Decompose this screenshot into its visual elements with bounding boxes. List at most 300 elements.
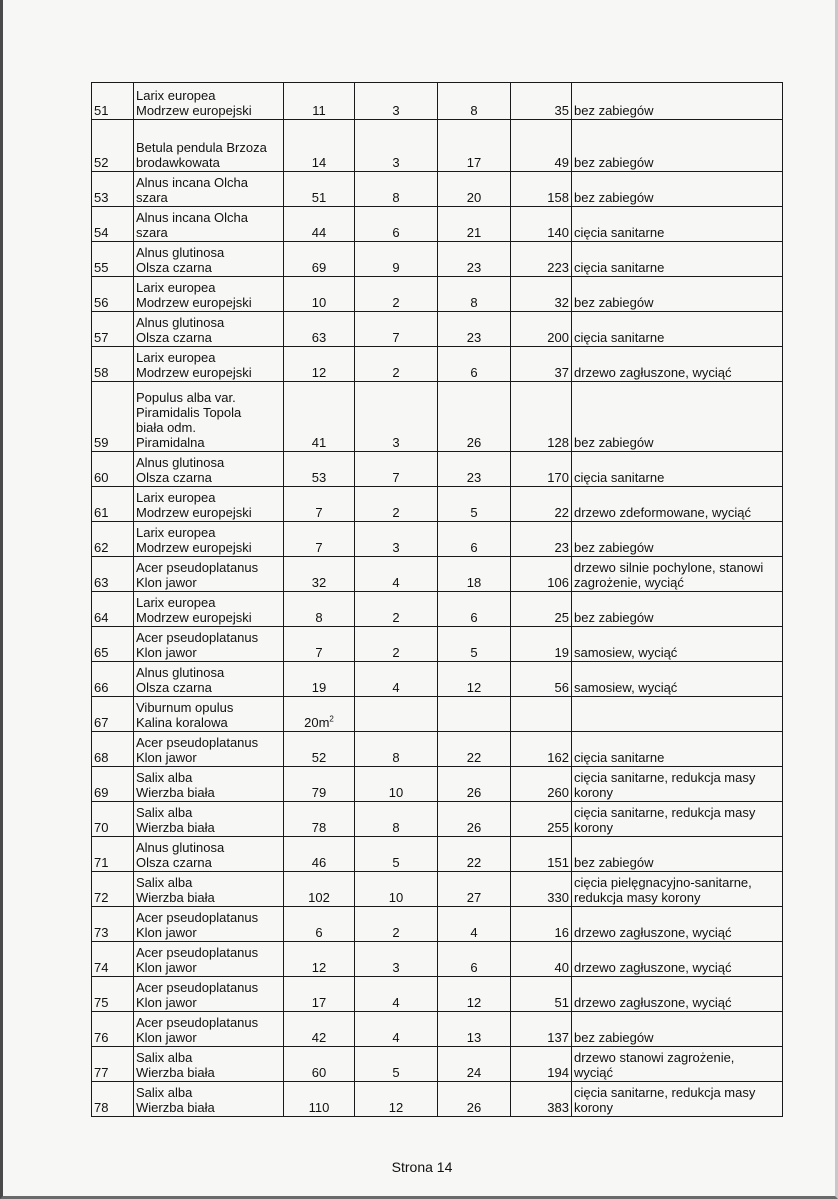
cell-height [355, 207, 438, 242]
cell-tree-number [92, 1082, 134, 1117]
cell-height [355, 312, 438, 347]
cell-trunk-circumference [284, 732, 355, 767]
table-row [92, 977, 783, 1012]
cell-value [511, 837, 572, 872]
cell-value-text: 37 [554, 365, 569, 380]
cell-value [511, 1047, 572, 1082]
cell-value [511, 1082, 572, 1117]
cell-species-name [134, 522, 284, 557]
cell-species-name-text: Acer pseudoplatanus Klon jawor [136, 910, 259, 940]
cell-crown-diameter [438, 837, 511, 872]
cell-value [511, 802, 572, 837]
cell-species-name-text: Larix europea Modrzew europejski [136, 350, 252, 380]
cell-height-text: 3 [392, 960, 400, 975]
cell-recommendation-text: cięcia sanitarne [574, 225, 665, 240]
cell-recommendation [572, 1047, 783, 1082]
cell-recommendation [572, 767, 783, 802]
cell-value [511, 120, 572, 172]
cell-value-text: 158 [547, 190, 569, 205]
cell-recommendation-text: bez zabiegów [574, 190, 654, 205]
cell-tree-number [92, 977, 134, 1012]
cell-trunk-circumference [284, 452, 355, 487]
cell-species-name-text: Salix alba Wierzba biała [136, 770, 215, 800]
cell-height-text: 4 [392, 680, 400, 695]
cell-species-name-text: Larix europea Modrzew europejski [136, 595, 252, 625]
cell-tree-number [92, 942, 134, 977]
cell-trunk-circumference [284, 977, 355, 1012]
cell-crown-diameter [438, 120, 511, 172]
cell-value-text: 16 [554, 925, 569, 940]
cell-recommendation-text: drzewo stanowi zagrożenie, wyciąć [574, 1050, 735, 1080]
cell-value [511, 382, 572, 452]
cell-value-text: 40 [554, 960, 569, 975]
cell-trunk-circumference-text: 20m [304, 715, 330, 730]
cell-recommendation-text: samosiew, wyciąć [574, 680, 678, 695]
cell-crown-diameter [438, 172, 511, 207]
cell-species-name [134, 172, 284, 207]
cell-recommendation [572, 277, 783, 312]
cell-height [355, 452, 438, 487]
cell-species-name-text: Acer pseudoplatanus Klon jawor [136, 945, 259, 975]
cell-crown-diameter [438, 1012, 511, 1047]
table-row [92, 627, 783, 662]
cell-value [511, 942, 572, 977]
cell-value [511, 697, 572, 732]
cell-trunk-circumference-text: 14 [311, 155, 327, 170]
cell-crown-diameter-text: 6 [470, 960, 478, 975]
cell-crown-diameter [438, 1082, 511, 1117]
cell-crown-diameter-text: 22 [466, 855, 482, 870]
table-row [92, 872, 783, 907]
cell-tree-number-text: 54 [94, 225, 109, 240]
cell-recommendation [572, 172, 783, 207]
cell-value [511, 277, 572, 312]
cell-crown-diameter [438, 312, 511, 347]
cell-species-name-text: Acer pseudoplatanus Klon jawor [136, 980, 259, 1010]
cell-trunk-circumference [284, 837, 355, 872]
cell-recommendation-text: bez zabiegów [574, 295, 654, 310]
cell-tree-number [92, 802, 134, 837]
cell-tree-number [92, 837, 134, 872]
cell-species-name [134, 452, 284, 487]
cell-height [355, 172, 438, 207]
cell-trunk-circumference-text: 8 [315, 610, 323, 625]
cell-trunk-circumference-text: 11 [312, 103, 326, 118]
cell-tree-number [92, 347, 134, 382]
cell-tree-number-text: 62 [94, 540, 109, 555]
cell-height-text: 8 [392, 750, 400, 765]
cell-height [355, 557, 438, 592]
table-row [92, 907, 783, 942]
cell-tree-number [92, 697, 134, 732]
cell-crown-diameter-text: 8 [470, 103, 478, 118]
cell-tree-number [92, 907, 134, 942]
cell-trunk-circumference-text: 12 [311, 365, 327, 380]
cell-value-text: 35 [554, 103, 569, 118]
cell-height [355, 942, 438, 977]
cell-crown-diameter-text: 12 [466, 680, 482, 695]
cell-tree-number-text: 61 [94, 505, 109, 520]
cell-height [355, 977, 438, 1012]
table-row [92, 1012, 783, 1047]
table-row [92, 802, 783, 837]
cell-species-name [134, 907, 284, 942]
cell-species-name [134, 242, 284, 277]
cell-height-text: 5 [392, 1065, 400, 1080]
cell-tree-number-text: 53 [94, 190, 109, 205]
cell-crown-diameter-text: 6 [470, 610, 478, 625]
cell-trunk-circumference-text: 7 [315, 540, 323, 555]
cell-height-text: 7 [392, 470, 400, 485]
cell-tree-number [92, 277, 134, 312]
cell-recommendation-text: cięcia sanitarne [574, 750, 665, 765]
cell-height-text: 3 [392, 540, 400, 555]
cell-crown-diameter [438, 242, 511, 277]
cell-crown-diameter-text: 4 [470, 925, 478, 940]
cell-recommendation [572, 732, 783, 767]
cell-recommendation-text: drzewo zdeformowane, wyciąć [574, 505, 752, 520]
cell-recommendation-text: cięcia sanitarne, redukcja masy korony [574, 805, 756, 835]
tree-inventory-table [91, 82, 783, 1117]
cell-tree-number-text: 66 [94, 680, 109, 695]
cell-crown-diameter [438, 207, 511, 242]
cell-species-name-text: Viburnum opulus Kalina koralowa [136, 700, 234, 730]
cell-trunk-circumference [284, 907, 355, 942]
cell-value-text: 200 [547, 330, 569, 345]
cell-trunk-circumference-text: 19 [311, 680, 327, 695]
cell-trunk-circumference-text: 42 [311, 1030, 327, 1045]
page-number: Strona 14 [391, 1159, 453, 1175]
cell-tree-number-text: 71 [94, 855, 109, 870]
cell-value-text: 128 [547, 435, 569, 450]
cell-height-text: 3 [392, 103, 400, 118]
cell-crown-diameter-text: 27 [466, 890, 482, 905]
cell-tree-number [92, 1047, 134, 1082]
cell-crown-diameter-text: 21 [466, 225, 482, 240]
cell-trunk-circumference [284, 312, 355, 347]
cell-height-text: 9 [392, 260, 400, 275]
cell-tree-number [92, 172, 134, 207]
table-row [92, 207, 783, 242]
table-row [92, 120, 783, 172]
cell-species-name [134, 1012, 284, 1047]
cell-species-name [134, 977, 284, 1012]
cell-recommendation [572, 837, 783, 872]
cell-value-text: 32 [554, 295, 569, 310]
cell-species-name-text: Alnus incana Olcha szara [136, 210, 249, 240]
cell-recommendation-text: bez zabiegów [574, 435, 654, 450]
table-row [92, 277, 783, 312]
cell-height-text: 12 [388, 1100, 404, 1115]
cell-value [511, 242, 572, 277]
cell-value-text: 25 [554, 610, 569, 625]
cell-trunk-circumference [284, 120, 355, 172]
cell-species-name-text: Salix alba Wierzba biała [136, 1085, 215, 1115]
cell-trunk-circumference [284, 872, 355, 907]
cell-species-name [134, 697, 284, 732]
cell-trunk-circumference [284, 277, 355, 312]
cell-tree-number-text: 59 [94, 435, 109, 450]
cell-species-name-text: Alnus incana Olcha szara [136, 175, 249, 205]
cell-crown-diameter [438, 347, 511, 382]
cell-species-name [134, 557, 284, 592]
cell-value-text: 223 [547, 260, 569, 275]
cell-crown-diameter-text: 12 [466, 995, 482, 1010]
cell-recommendation-text: bez zabiegów [574, 1030, 654, 1045]
cell-value [511, 767, 572, 802]
cell-value-text: 51 [554, 995, 569, 1010]
cell-tree-number [92, 242, 134, 277]
cell-recommendation [572, 312, 783, 347]
cell-trunk-circumference-text: 32 [311, 575, 327, 590]
cell-trunk-circumference [284, 802, 355, 837]
cell-tree-number [92, 487, 134, 522]
table-row [92, 172, 783, 207]
table-row [92, 522, 783, 557]
table-row [92, 697, 783, 732]
cell-value-text: 255 [547, 820, 569, 835]
cell-species-name [134, 382, 284, 452]
cell-tree-number-text: 55 [94, 260, 109, 275]
cell-height-text: 10 [388, 890, 404, 905]
cell-crown-diameter [438, 83, 511, 120]
cell-species-name-text: Acer pseudoplatanus Klon jawor [136, 735, 259, 765]
cell-species-name [134, 627, 284, 662]
cell-crown-diameter-text: 23 [466, 470, 482, 485]
cell-recommendation [572, 347, 783, 382]
cell-species-name [134, 592, 284, 627]
cell-recommendation [572, 1012, 783, 1047]
cell-height-text: 8 [392, 190, 400, 205]
cell-height [355, 1012, 438, 1047]
cell-crown-diameter-text: 26 [466, 820, 482, 835]
cell-crown-diameter [438, 1047, 511, 1082]
cell-height-text: 2 [392, 365, 400, 380]
cell-species-name-text: Acer pseudoplatanus Klon jawor [136, 560, 259, 590]
cell-trunk-circumference [284, 172, 355, 207]
cell-value-text: 56 [554, 680, 569, 695]
cell-trunk-circumference-text: 102 [308, 890, 330, 905]
cell-recommendation [572, 942, 783, 977]
cell-value [511, 1012, 572, 1047]
cell-height-text: 10 [388, 785, 404, 800]
cell-recommendation-text: samosiew, wyciąć [574, 645, 678, 660]
cell-species-name [134, 1082, 284, 1117]
cell-trunk-circumference-text: 41 [311, 435, 327, 450]
table-row [92, 767, 783, 802]
cell-recommendation [572, 662, 783, 697]
cell-trunk-circumference [284, 207, 355, 242]
cell-species-name [134, 120, 284, 172]
cell-trunk-circumference-text: 46 [311, 855, 327, 870]
cell-value-text: 140 [547, 225, 569, 240]
cell-tree-number-text: 63 [94, 575, 109, 590]
cell-tree-number [92, 662, 134, 697]
cell-value [511, 592, 572, 627]
cell-value-text: 19 [554, 645, 569, 660]
cell-height [355, 872, 438, 907]
cell-crown-diameter [438, 522, 511, 557]
cell-trunk-circumference [284, 662, 355, 697]
cell-species-name-text: Alnus glutinosa Olsza czarna [136, 665, 225, 695]
cell-height [355, 1047, 438, 1082]
cell-trunk-circumference [284, 592, 355, 627]
cell-height [355, 277, 438, 312]
cell-crown-diameter-text: 17 [466, 155, 482, 170]
cell-value [511, 347, 572, 382]
cell-value-text: 194 [547, 1065, 569, 1080]
cell-height [355, 242, 438, 277]
cell-height-text: 3 [392, 435, 400, 450]
cell-height-text: 4 [392, 575, 400, 590]
cell-tree-number [92, 592, 134, 627]
cell-crown-diameter [438, 767, 511, 802]
cell-tree-number-text: 56 [94, 295, 109, 310]
table-row [92, 242, 783, 277]
cell-tree-number-text: 75 [94, 995, 109, 1010]
cell-trunk-circumference-text: 53 [311, 470, 327, 485]
table-row [92, 83, 783, 120]
cell-value [511, 732, 572, 767]
cell-height [355, 592, 438, 627]
cell-value [511, 662, 572, 697]
cell-value-text: 330 [547, 890, 569, 905]
cell-trunk-circumference-text: 12 [311, 960, 327, 975]
cell-height-text: 8 [392, 820, 400, 835]
cell-species-name-text: Larix europea Modrzew europejski [136, 88, 252, 118]
cell-recommendation [572, 627, 783, 662]
cell-height-text: 5 [392, 855, 400, 870]
cell-recommendation [572, 872, 783, 907]
cell-tree-number-text: 67 [94, 715, 109, 730]
cell-value [511, 452, 572, 487]
cell-height-text: 7 [392, 330, 400, 345]
cell-height [355, 1082, 438, 1117]
cell-species-name [134, 277, 284, 312]
cell-trunk-circumference-text: 44 [311, 225, 327, 240]
cell-height-text: 2 [392, 645, 400, 660]
cell-value-text: 137 [547, 1030, 569, 1045]
cell-crown-diameter [438, 872, 511, 907]
cell-trunk-circumference [284, 83, 355, 120]
cell-tree-number-text: 76 [94, 1030, 109, 1045]
cell-recommendation-text: cięcia sanitarne, redukcja masy korony [574, 1085, 756, 1115]
cell-value-text: 22 [554, 505, 569, 520]
table-row [92, 487, 783, 522]
table-row [92, 732, 783, 767]
table-row [92, 837, 783, 872]
cell-crown-diameter [438, 277, 511, 312]
cell-tree-number [92, 207, 134, 242]
cell-height [355, 83, 438, 120]
cell-trunk-circumference-text: 7 [315, 645, 323, 660]
cell-tree-number-text: 60 [94, 470, 109, 485]
cell-crown-diameter [438, 382, 511, 452]
table-row [92, 452, 783, 487]
cell-recommendation [572, 452, 783, 487]
cell-recommendation-text: drzewo silnie pochylone, stanowi zagrożenie, wyciąć [574, 560, 764, 590]
cell-value [511, 907, 572, 942]
cell-value-text: 383 [547, 1100, 569, 1115]
cell-recommendation [572, 1082, 783, 1117]
cell-tree-number [92, 627, 134, 662]
cell-recommendation-text: cięcia sanitarne [574, 330, 665, 345]
cell-trunk-circumference-text: 52 [311, 750, 327, 765]
table-row [92, 1047, 783, 1082]
cell-tree-number-text: 65 [94, 645, 109, 660]
cell-height [355, 662, 438, 697]
cell-value [511, 312, 572, 347]
cell-height [355, 347, 438, 382]
cell-crown-diameter-text: 8 [470, 295, 478, 310]
cell-tree-number-text: 77 [94, 1065, 109, 1080]
cell-species-name [134, 872, 284, 907]
cell-height-text: 2 [392, 295, 400, 310]
table-row [92, 1082, 783, 1117]
cell-crown-diameter-text: 26 [466, 785, 482, 800]
cell-value-text: 151 [547, 855, 569, 870]
cell-recommendation [572, 382, 783, 452]
cell-species-name-text: Alnus glutinosa Olsza czarna [136, 245, 225, 275]
cell-trunk-circumference [284, 522, 355, 557]
cell-tree-number-text: 69 [94, 785, 109, 800]
cell-height [355, 732, 438, 767]
cell-tree-number [92, 312, 134, 347]
table-row [92, 347, 783, 382]
cell-height-text: 2 [392, 925, 400, 940]
cell-crown-diameter [438, 977, 511, 1012]
cell-height-text: 3 [392, 155, 400, 170]
cell-species-name [134, 1047, 284, 1082]
cell-value [511, 522, 572, 557]
cell-crown-diameter [438, 592, 511, 627]
cell-trunk-circumference-text: 10 [311, 295, 327, 310]
cell-value-text: 260 [547, 785, 569, 800]
cell-height [355, 120, 438, 172]
cell-crown-diameter-text: 6 [470, 365, 478, 380]
cell-recommendation-text: bez zabiegów [574, 103, 654, 118]
cell-tree-number-text: 68 [94, 750, 109, 765]
cell-species-name-text: Alnus glutinosa Olsza czarna [136, 455, 225, 485]
cell-species-name [134, 487, 284, 522]
cell-recommendation-text: bez zabiegów [574, 540, 654, 555]
cell-trunk-circumference-text: 7 [315, 505, 323, 520]
cell-recommendation-text: drzewo zagłuszone, wyciąć [574, 995, 732, 1010]
cell-value [511, 872, 572, 907]
cell-recommendation [572, 83, 783, 120]
cell-recommendation-text: cięcia sanitarne [574, 260, 665, 275]
cell-recommendation-text: drzewo zagłuszone, wyciąć [574, 365, 732, 380]
cell-tree-number-text: 70 [94, 820, 109, 835]
table-row [92, 942, 783, 977]
cell-trunk-circumference-text: 79 [311, 785, 327, 800]
cell-tree-number-text: 74 [94, 960, 109, 975]
cell-tree-number-text: 57 [94, 330, 109, 345]
cell-value [511, 83, 572, 120]
cell-tree-number-text: 64 [94, 610, 109, 625]
cell-recommendation-text: bez zabiegów [574, 155, 654, 170]
cell-species-name-text: Salix alba Wierzba biała [136, 805, 215, 835]
cell-species-name-text: Larix europea Modrzew europejski [136, 525, 252, 555]
table-row [92, 592, 783, 627]
cell-trunk-circumference [284, 1082, 355, 1117]
cell-tree-number [92, 522, 134, 557]
cell-tree-number [92, 83, 134, 120]
cell-species-name-text: Acer pseudoplatanus Klon jawor [136, 630, 259, 660]
cell-species-name [134, 942, 284, 977]
cell-recommendation [572, 907, 783, 942]
cell-trunk-circumference-text: 110 [308, 1100, 330, 1115]
